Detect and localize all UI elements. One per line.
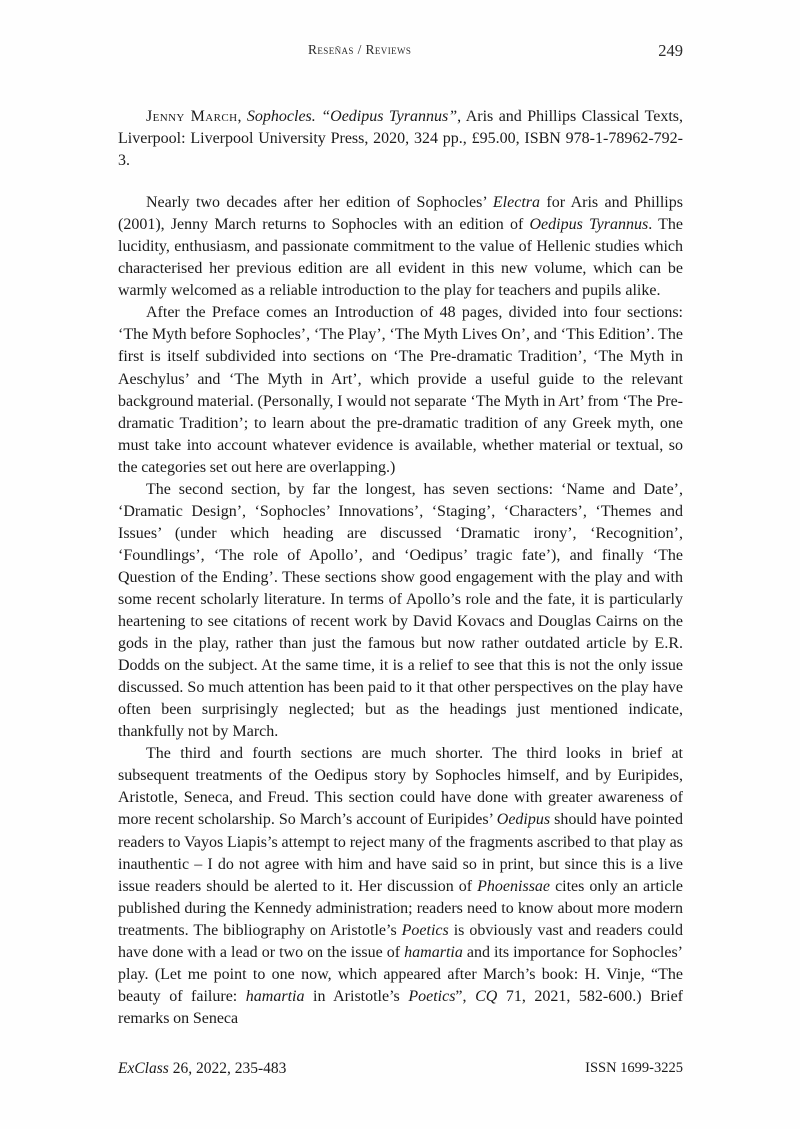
paragraph-1 bbox=[118, 192, 683, 302]
text-run-4: . The lucidity, enthusiasm, and passionate commitment to the value of Hellenic studies which characterised her previous edition are all evident in this new volume, which can be warmly welcomed as a reliable introduction to the play for teachers and pupils alike. bbox=[118, 216, 684, 300]
paragraph-2 bbox=[118, 302, 683, 478]
citation-author: Jenny March bbox=[146, 108, 238, 125]
text-run-0: The third and fourth sections are much shorter. The third looks in brief at subsequent treatments of the Oedipus story by Sophocles himself, and by Euripides, Aristotle, Seneca, and Freud. This section could have done with greater awareness of more recent scholarship. So March’s account of Euripides’ bbox=[118, 745, 683, 829]
text-run-8: and its importance for Sophocles’ play. (Let me point to one now, which appeared after March’s book: H. Vinje, “The beauty of failure: bbox=[118, 943, 683, 1005]
page-number: 249 bbox=[658, 41, 683, 60]
citation-imprint: , Aris and Phillips Classical Texts, Liverpool: Liverpool University Press, 2020, 324 pp., £95.00, ISBN 978-1-78962-792-3. bbox=[118, 108, 684, 170]
text-run-0: The second section, by far the longest, has seven sections: ‘Name and Date’, ‘Dramatic Design’, ‘Sophocles’ Innovations’, ‘Staging’, ‘Characters’, ‘Themes and Issues’ (under which heading are discussed ‘Dramatic irony’, ‘Recognition’, ‘Foundlings’, ‘The role of Apollo’, and ‘Oedipus’ tragic fate’), and finally ‘The Question of the Ending’. These sections show good engagement with the play and with some recent scholarly literature. In terms of Apollo’s role and the fate, it is particularly heartening to see citations of recent work by David Kovacs and Douglas Cairns on the gods in the play, rather than just the famous but now rather outdated article by E.R. Dodds on the subject. At the same time, it is a relief to see that this is not the only issue discussed. So much attention has been paid to it that other perspectives on the play have often been surprisingly neglected; but as the headings just mentioned indicate, thankfully not by March. bbox=[118, 480, 683, 741]
text-run-10: in Aristotle’s bbox=[304, 987, 409, 1005]
citation-comma: , bbox=[237, 108, 247, 125]
text-run-7: hamartia bbox=[404, 943, 463, 961]
page-content-area bbox=[118, 0, 683, 1129]
text-run-4: cites only an article published during the Kennedy administration; readers need to know about more modern treatments. The bibliography on Aristotle’s bbox=[118, 877, 684, 939]
footer-journal-reference bbox=[118, 1060, 286, 1078]
text-run-2: for Aris and Phillips (2001), Jenny March returns to Sophocles with an edition of bbox=[118, 194, 683, 234]
running-head bbox=[118, 42, 683, 62]
paragraph-3 bbox=[118, 479, 683, 744]
footer-issn: ISSN 1699-3225 bbox=[585, 1060, 683, 1076]
text-run-2: should have pointed readers to Vayos Liapis’s attempt to reject many of the fragments ascribed to that play as inauthentic – I do not agree with him and have said so in print, but since this is a live issue readers should be alerted to it. Her discussion of bbox=[118, 811, 683, 895]
paragraph-4 bbox=[118, 743, 683, 1030]
page-footer bbox=[118, 1060, 683, 1080]
text-run-13: CQ bbox=[475, 987, 498, 1005]
text-run-12: ”, bbox=[455, 987, 476, 1005]
text-run-6: is obviously vast and readers could have done with a lead or two on the issue of bbox=[118, 921, 683, 961]
text-run-9: hamartia bbox=[245, 987, 305, 1005]
text-run-3: Oedipus Tyrannus bbox=[529, 216, 649, 234]
text-run-14: 71, 2021, 582-600.) Brief remarks on Seneca bbox=[118, 987, 684, 1027]
book-citation bbox=[118, 106, 683, 172]
text-run-0: Nearly two decades after her edition of Sophocles’ bbox=[146, 194, 493, 212]
text-run-11: Poetics bbox=[408, 987, 456, 1005]
footer-journal-name: ExClass bbox=[118, 1060, 169, 1077]
text-run-1: Electra bbox=[492, 194, 540, 212]
body-text-block bbox=[118, 106, 683, 1030]
text-run-0: After the Preface comes an Introduction of 48 pages, divided into four sections: ‘The Myth before Sophocles’, ‘The Play’, ‘The Myth Lives On’, and ‘This Edition’. The first is itself subdivided into sections on ‘The Pre-dramatic Tradition’, ‘The Myth in Aeschylus’ and ‘The Myth in Art’, which provide a useful guide to the relevant background material. (Personally, I would not separate ‘The Myth in Art’ from ‘The Pre-dramatic Tradition’; to learn about the pre-dramatic tradition of any Greek myth, one must take into account whatever evidence is available, whether material or textual, so the categories set out here are overlapping.) bbox=[118, 304, 683, 476]
text-run-5: Poetics bbox=[401, 921, 449, 939]
footer-journal-detail: 26, 2022, 235-483 bbox=[168, 1060, 287, 1077]
running-head-title: Reseñas / Reviews bbox=[308, 42, 412, 57]
text-run-1: Oedipus bbox=[496, 811, 551, 829]
citation-title: Sophocles. “Oedipus Tyrannus” bbox=[246, 108, 458, 125]
text-run-3: Phoenissae bbox=[477, 877, 551, 895]
